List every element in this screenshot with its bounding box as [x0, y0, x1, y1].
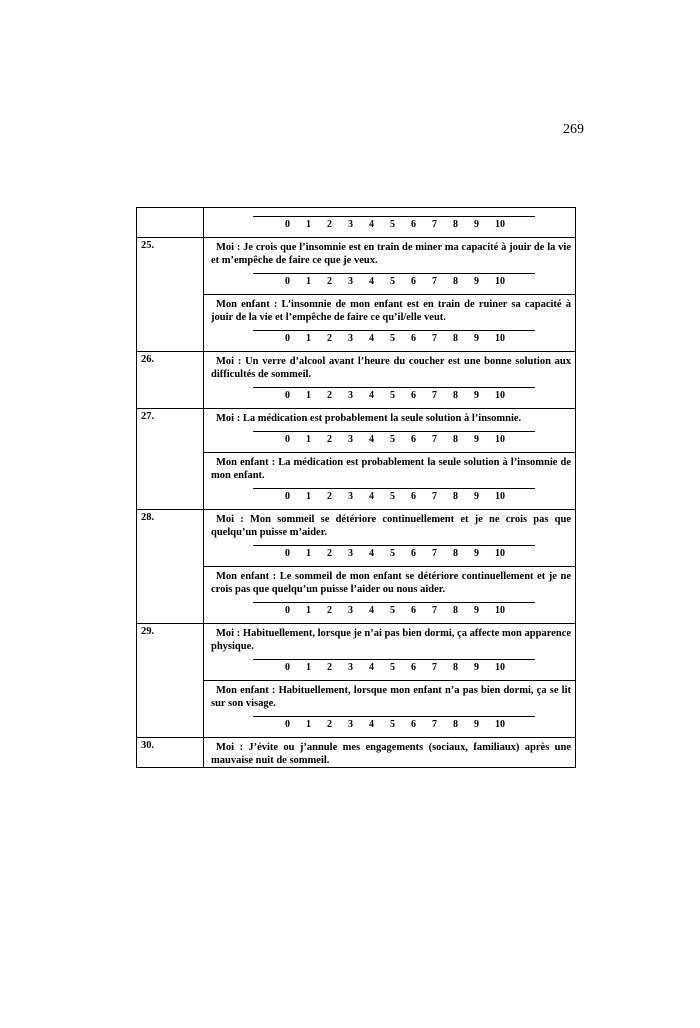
scale-value-9[interactable]: 9: [474, 219, 479, 230]
statement-text: Moi : Un verre d’alcool avant l’heure du coucher est une bonne solution aux difficultés de sommeil.: [211, 356, 571, 380]
scale-value-9[interactable]: 9: [474, 548, 479, 559]
scale-value-6[interactable]: 6: [411, 333, 416, 344]
scale-value-2[interactable]: 2: [327, 390, 332, 401]
scale-value-0[interactable]: 0: [285, 491, 290, 502]
scale-value-9[interactable]: 9: [474, 434, 479, 445]
rating-scale[interactable]: [253, 545, 535, 566]
statement-text: Mon enfant : Habituellement, lorsque mon enfant n’a pas bien dormi, ça se lit sur son visage.: [211, 685, 571, 709]
rating-scale[interactable]: [253, 716, 535, 737]
scale-value-8[interactable]: 8: [453, 276, 458, 287]
scale-value-4[interactable]: 4: [369, 662, 374, 673]
question-number: [137, 208, 204, 238]
rating-scale[interactable]: [253, 602, 535, 623]
scale-value-8[interactable]: 8: [453, 491, 458, 502]
statement-text: Moi : J’évite ou j’annule mes engagements (sociaux, familiaux) après une mauvaise nuit de sommeil.: [211, 742, 571, 766]
statement-text: Moi : Mon sommeil se détériore continuellement et je ne crois pas que quelqu’un puisse m’aider.: [211, 514, 571, 538]
scale-value-9[interactable]: 9: [474, 491, 479, 502]
scale-value-3[interactable]: 3: [348, 333, 353, 344]
statement-child-cell: [204, 681, 576, 738]
scale-value-1[interactable]: 1: [306, 491, 311, 502]
scale-value-4[interactable]: 4: [369, 219, 374, 230]
scale-value-0[interactable]: 0: [285, 390, 290, 401]
scale-value-5[interactable]: 5: [390, 333, 395, 344]
scale-value-4[interactable]: 4: [369, 434, 374, 445]
question-row: [137, 238, 576, 295]
scale-value-10[interactable]: 10: [495, 390, 505, 401]
scale-value-3[interactable]: 3: [348, 491, 353, 502]
questionnaire-table: [136, 207, 576, 768]
scale-value-2[interactable]: 2: [327, 219, 332, 230]
statement-text: Mon enfant : La médication est probablement la seule solution à l’insomnie de mon enfant.: [211, 457, 571, 481]
scale-value-2[interactable]: 2: [327, 491, 332, 502]
question-row: [137, 624, 576, 681]
scale-value-0[interactable]: 0: [285, 662, 290, 673]
scale-value-0[interactable]: 0: [285, 605, 290, 616]
scale-value-10[interactable]: 10: [495, 605, 505, 616]
scale-value-5[interactable]: 5: [390, 219, 395, 230]
scale-value-4[interactable]: 4: [369, 719, 374, 730]
scale-value-6[interactable]: 6: [411, 219, 416, 230]
scale-value-1[interactable]: 1: [306, 662, 311, 673]
scale-value-7[interactable]: 7: [432, 605, 437, 616]
scale-value-10[interactable]: 10: [495, 276, 505, 287]
scale-value-9[interactable]: 9: [474, 390, 479, 401]
scale-value-3[interactable]: 3: [348, 548, 353, 559]
rating-scale[interactable]: [253, 330, 535, 351]
scale-value-9[interactable]: 9: [474, 333, 479, 344]
scale-value-6[interactable]: 6: [411, 662, 416, 673]
scale-value-3[interactable]: 3: [348, 434, 353, 445]
statement-child-cell: [204, 567, 576, 624]
scale-value-1[interactable]: 1: [306, 276, 311, 287]
scale-value-4[interactable]: 4: [369, 491, 374, 502]
scale-value-7[interactable]: 7: [432, 434, 437, 445]
rating-scale[interactable]: [253, 216, 535, 237]
statement-self-cell: [204, 238, 576, 295]
scale-value-10[interactable]: 10: [495, 719, 505, 730]
statement-text: Mon enfant : L’insomnie de mon enfant est en train de ruiner sa capacité à jouir de la vie et l’empêche de faire ce qu’il/elle veut.: [211, 299, 571, 323]
scale-value-5[interactable]: 5: [390, 276, 395, 287]
scale-value-7[interactable]: 7: [432, 491, 437, 502]
statement-self-cell: [204, 352, 576, 409]
statement-self-cell: [204, 208, 576, 238]
question-number: 29.: [137, 624, 204, 738]
scale-value-2[interactable]: 2: [327, 333, 332, 344]
scale-value-1[interactable]: 1: [306, 390, 311, 401]
scale-value-7[interactable]: 7: [432, 548, 437, 559]
scale-value-7[interactable]: 7: [432, 276, 437, 287]
scale-value-1[interactable]: 1: [306, 605, 311, 616]
scale-value-8[interactable]: 8: [453, 662, 458, 673]
scale-value-9[interactable]: 9: [474, 605, 479, 616]
scale-value-0[interactable]: 0: [285, 548, 290, 559]
scale-value-0[interactable]: 0: [285, 219, 290, 230]
scale-value-3[interactable]: 3: [348, 662, 353, 673]
scale-value-8[interactable]: 8: [453, 219, 458, 230]
scale-value-8[interactable]: 8: [453, 605, 458, 616]
scale-value-7[interactable]: 7: [432, 219, 437, 230]
scale-value-7[interactable]: 7: [432, 333, 437, 344]
statement-self-cell: [204, 738, 576, 768]
scale-value-2[interactable]: 2: [327, 719, 332, 730]
scale-value-3[interactable]: 3: [348, 605, 353, 616]
scale-value-5[interactable]: 5: [390, 434, 395, 445]
scale-value-3[interactable]: 3: [348, 719, 353, 730]
statement-text: Moi : Je crois que l’insomnie est en train de miner ma capacité à jouir de la vie et m’empêche de faire ce que je veux.: [211, 242, 571, 266]
scale-value-6[interactable]: 6: [411, 605, 416, 616]
statement-child-cell: [204, 453, 576, 510]
scale-value-10[interactable]: 10: [495, 333, 505, 344]
scale-value-2[interactable]: 2: [327, 662, 332, 673]
scale-value-0[interactable]: 0: [285, 276, 290, 287]
scale-value-8[interactable]: 8: [453, 548, 458, 559]
scale-value-5[interactable]: 5: [390, 719, 395, 730]
scale-value-9[interactable]: 9: [474, 719, 479, 730]
scale-value-1[interactable]: 1: [306, 333, 311, 344]
scale-value-6[interactable]: 6: [411, 276, 416, 287]
scale-value-6[interactable]: 6: [411, 491, 416, 502]
question-row: [137, 738, 576, 768]
scale-value-10[interactable]: 10: [495, 434, 505, 445]
scale-value-8[interactable]: 8: [453, 434, 458, 445]
scale-value-3[interactable]: 3: [348, 390, 353, 401]
question-row: [137, 352, 576, 409]
scale-value-5[interactable]: 5: [390, 662, 395, 673]
scale-value-9[interactable]: 9: [474, 662, 479, 673]
rating-scale[interactable]: [253, 659, 535, 680]
question-number: 27.: [137, 409, 204, 510]
scale-value-6[interactable]: 6: [411, 390, 416, 401]
scale-value-4[interactable]: 4: [369, 333, 374, 344]
question-row: [137, 208, 576, 238]
scale-value-7[interactable]: 7: [432, 390, 437, 401]
scale-value-1[interactable]: 1: [306, 434, 311, 445]
scale-value-9[interactable]: 9: [474, 276, 479, 287]
statement-self-cell: [204, 624, 576, 681]
statement-self-cell: [204, 510, 576, 567]
scale-value-7[interactable]: 7: [432, 662, 437, 673]
scale-value-5[interactable]: 5: [390, 605, 395, 616]
statement-self-cell: [204, 409, 576, 453]
scale-value-8[interactable]: 8: [453, 390, 458, 401]
scale-value-10[interactable]: 10: [495, 219, 505, 230]
scale-value-4[interactable]: 4: [369, 605, 374, 616]
question-number: 28.: [137, 510, 204, 624]
scale-value-4[interactable]: 4: [369, 276, 374, 287]
scale-value-2[interactable]: 2: [327, 605, 332, 616]
scale-value-4[interactable]: 4: [369, 548, 374, 559]
question-row: [137, 510, 576, 567]
scale-value-4[interactable]: 4: [369, 390, 374, 401]
rating-scale[interactable]: [253, 488, 535, 509]
scale-value-5[interactable]: 5: [390, 390, 395, 401]
scale-value-2[interactable]: 2: [327, 276, 332, 287]
scale-value-7[interactable]: 7: [432, 719, 437, 730]
scale-value-3[interactable]: 3: [348, 276, 353, 287]
question-row: [137, 409, 576, 453]
scale-value-1[interactable]: 1: [306, 219, 311, 230]
question-number: 30.: [137, 738, 204, 768]
rating-scale[interactable]: [253, 387, 535, 408]
scale-value-3[interactable]: 3: [348, 219, 353, 230]
scale-value-10[interactable]: 10: [495, 491, 505, 502]
scale-value-5[interactable]: 5: [390, 491, 395, 502]
statement-child-cell: [204, 295, 576, 352]
scale-value-1[interactable]: 1: [306, 719, 311, 730]
scale-value-6[interactable]: 6: [411, 719, 416, 730]
scale-value-6[interactable]: 6: [411, 434, 416, 445]
question-number: 25.: [137, 238, 204, 352]
scale-value-0[interactable]: 0: [285, 333, 290, 344]
rating-scale[interactable]: [253, 273, 535, 294]
statement-text: Moi : Habituellement, lorsque je n’ai pas bien dormi, ça affecte mon apparence physique.: [211, 628, 571, 652]
scale-value-10[interactable]: 10: [495, 662, 505, 673]
scale-value-2[interactable]: 2: [327, 434, 332, 445]
page-number: 269: [563, 122, 584, 137]
question-number: 26.: [137, 352, 204, 409]
scale-value-10[interactable]: 10: [495, 548, 505, 559]
statement-text: Mon enfant : Le sommeil de mon enfant se détériore continuellement et je ne crois pas que quelqu’un puisse l’aider ou nous aider.: [211, 571, 571, 595]
scale-value-5[interactable]: 5: [390, 548, 395, 559]
scale-value-0[interactable]: 0: [285, 434, 290, 445]
scale-value-6[interactable]: 6: [411, 548, 416, 559]
statement-text: Moi : La médication est probablement la seule solution à l’insomnie.: [216, 413, 522, 424]
scale-value-8[interactable]: 8: [453, 333, 458, 344]
scale-value-8[interactable]: 8: [453, 719, 458, 730]
scale-value-2[interactable]: 2: [327, 548, 332, 559]
rating-scale[interactable]: [253, 431, 535, 452]
scale-value-1[interactable]: 1: [306, 548, 311, 559]
scale-value-0[interactable]: 0: [285, 719, 290, 730]
